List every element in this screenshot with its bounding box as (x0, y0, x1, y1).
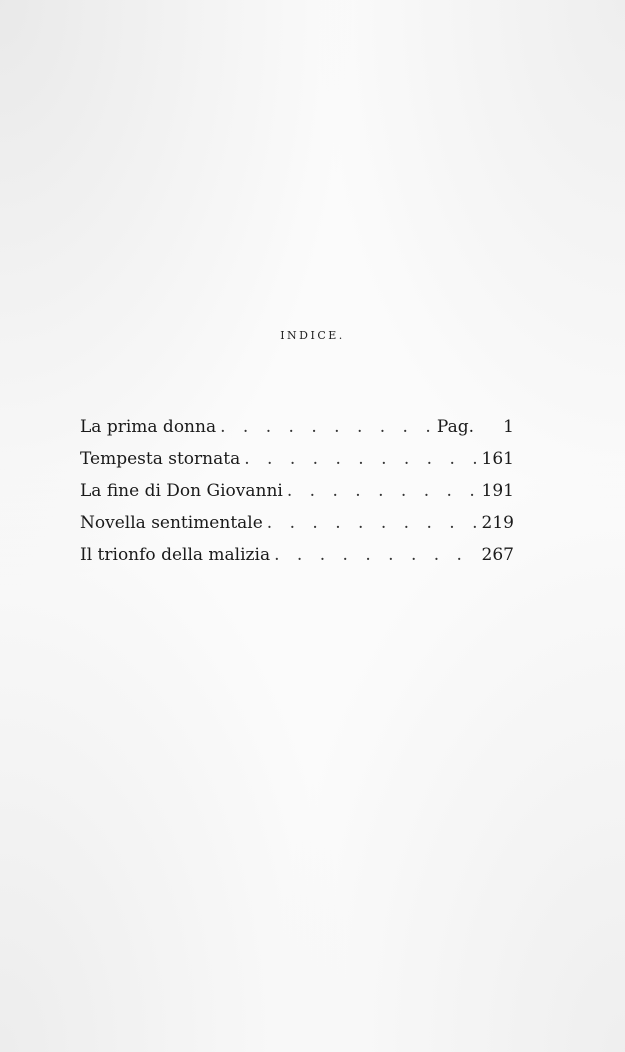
toc-entry-page: 191 (481, 481, 514, 501)
toc-leader-dots (244, 443, 475, 475)
toc-entry (80, 411, 514, 443)
table-of-contents (80, 411, 514, 571)
toc-page-prefix: Pag. (436, 417, 474, 437)
toc-entry-title: Il trionfo della malizia (80, 545, 271, 565)
toc-entry-page: 1 (503, 417, 514, 437)
toc-entry-page: 219 (481, 513, 514, 533)
toc-leader-dots (274, 539, 475, 571)
toc-entry (80, 475, 514, 507)
index-heading: INDICE. (280, 329, 345, 342)
toc-entry-title: La prima donna (80, 417, 217, 437)
toc-entry (80, 539, 514, 571)
toc-entry-title: La fine di Don Giovanni (80, 481, 283, 501)
toc-entry-title: Novella sentimentale (80, 513, 263, 533)
toc-entry (80, 507, 514, 539)
toc-leader-dots (267, 507, 476, 539)
toc-entry-page: 267 (481, 545, 514, 565)
toc-entry-title: Tempesta stornata (80, 449, 241, 469)
toc-entry-page: 161 (481, 449, 514, 469)
toc-leader-dots (287, 475, 476, 507)
toc-entry (80, 443, 514, 475)
toc-leader-dots (220, 411, 431, 443)
